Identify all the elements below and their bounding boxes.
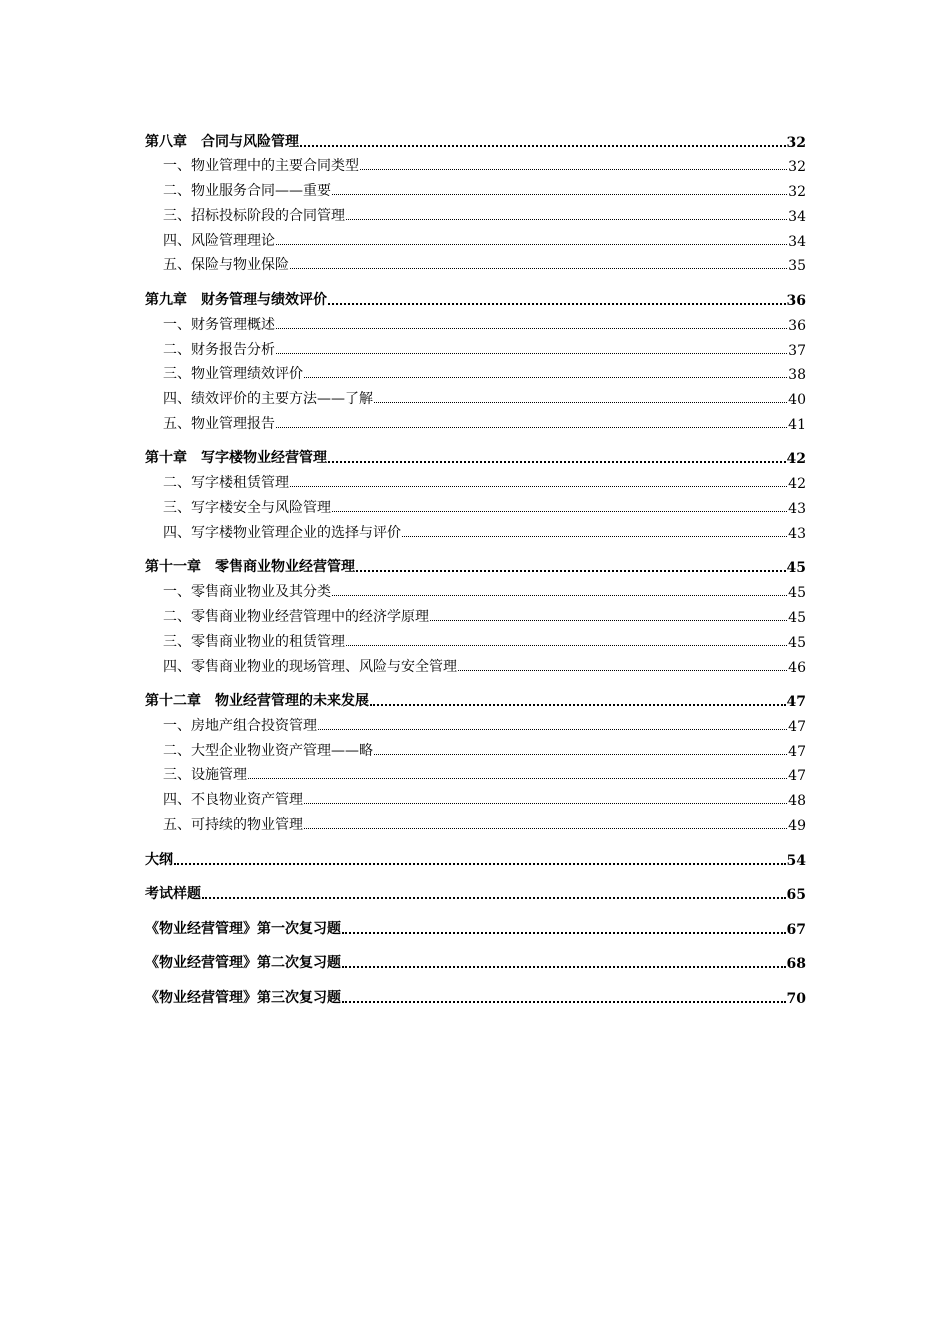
toc-section-entry[interactable] (145, 576, 806, 601)
toc-page-number: 47 (788, 768, 806, 785)
toc-section-entry[interactable] (145, 225, 806, 250)
dot-leader (290, 485, 787, 487)
toc-page-number: 49 (788, 818, 806, 835)
dot-leader (430, 619, 787, 621)
toc-section-entry[interactable] (145, 809, 806, 834)
dot-leader (304, 376, 787, 378)
toc-entry-title: 五、保险与物业保险 (163, 257, 289, 274)
toc-page-number: 43 (788, 501, 806, 518)
toc-section-entry[interactable] (145, 735, 806, 760)
dot-leader (328, 459, 786, 463)
toc-section-entry[interactable] (145, 492, 806, 517)
toc-section-entry[interactable] (145, 601, 806, 626)
toc-entry-title: 五、物业管理报告 (163, 415, 275, 432)
toc-section-entry[interactable] (145, 151, 806, 176)
toc-section-entry[interactable] (145, 651, 806, 676)
toc-entry-title: 一、物业管理中的主要合同类型 (163, 158, 359, 175)
dot-leader (276, 243, 787, 245)
toc-page-number: 68 (786, 956, 806, 973)
toc-section-entry[interactable] (145, 626, 806, 651)
toc-section-entry[interactable] (145, 760, 806, 785)
dot-leader (304, 802, 787, 804)
dot-leader (248, 777, 787, 779)
dot-leader (374, 753, 787, 755)
toc-entry-title: 三、零售商业物业的租赁管理 (163, 633, 345, 650)
toc-entry-title: 一、零售商业物业及其分类 (163, 584, 331, 601)
toc-chapter-entry[interactable] (145, 844, 806, 869)
toc-page-number: 65 (786, 887, 806, 904)
toc-page-number: 48 (788, 793, 806, 810)
dot-leader (202, 895, 786, 899)
toc-chapter-entry[interactable] (145, 948, 806, 973)
toc-entry-title: 三、招标投标阶段的合同管理 (163, 207, 345, 224)
toc-section-entry[interactable] (145, 175, 806, 200)
dot-leader (328, 301, 786, 305)
toc-page-number: 42 (788, 476, 806, 493)
toc-entry-title: 《物业经营管理》第一次复习题 (145, 920, 341, 937)
dot-leader (346, 644, 787, 646)
dot-leader (370, 702, 786, 706)
toc-section-entry[interactable] (145, 250, 806, 275)
toc-entry-title: 二、大型企业物业资产管理——略 (163, 742, 373, 759)
toc-page-number: 37 (788, 342, 806, 359)
toc-entry-title: 一、财务管理概述 (163, 316, 275, 333)
dot-leader (342, 964, 786, 968)
toc-section-entry[interactable] (145, 359, 806, 384)
toc-page-number: 32 (786, 134, 806, 151)
toc-page-number: 70 (786, 990, 806, 1007)
toc-entry-title: 考试样题 (145, 886, 201, 903)
toc-page-number: 47 (788, 718, 806, 735)
toc-chapter-entry[interactable] (145, 686, 806, 711)
toc-chapter-entry[interactable] (145, 284, 806, 309)
toc-entry-title: 二、物业服务合同——重要 (163, 183, 331, 200)
toc-page-number: 36 (786, 292, 806, 309)
toc-entry-title: 第十一章 零售商业物业经营管理 (145, 559, 355, 576)
toc-page-number: 43 (788, 525, 806, 542)
table-of-contents (145, 126, 806, 1007)
toc-section-entry[interactable] (145, 408, 806, 433)
toc-section-entry[interactable] (145, 710, 806, 735)
dot-leader (300, 143, 786, 147)
toc-chapter-entry[interactable] (145, 913, 806, 938)
toc-page-number: 67 (786, 921, 806, 938)
toc-page-number: 45 (786, 560, 806, 577)
toc-entry-title: 《物业经营管理》第三次复习题 (145, 989, 341, 1006)
toc-section-entry[interactable] (145, 784, 806, 809)
toc-entry-title: 五、可持续的物业管理 (163, 817, 303, 834)
toc-page-number: 45 (788, 585, 806, 602)
toc-chapter-entry[interactable] (145, 552, 806, 577)
dot-leader (360, 168, 787, 170)
toc-entry-title: 二、零售商业物业经营管理中的经济学原理 (163, 608, 429, 625)
toc-page-number: 46 (788, 659, 806, 676)
toc-entry-title: 第九章 财务管理与绩效评价 (145, 291, 327, 308)
toc-page-number: 32 (788, 159, 806, 176)
dot-leader (346, 218, 787, 220)
toc-entry-title: 四、风险管理理论 (163, 232, 275, 249)
dot-leader (332, 594, 787, 596)
toc-page-number: 34 (788, 208, 806, 225)
toc-chapter-entry[interactable] (145, 126, 806, 151)
toc-entry-title: 四、零售商业物业的现场管理、风险与安全管理 (163, 658, 457, 675)
toc-page-number: 35 (788, 258, 806, 275)
toc-chapter-entry[interactable] (145, 982, 806, 1007)
toc-page-number: 42 (786, 451, 806, 468)
toc-chapter-entry[interactable] (145, 879, 806, 904)
toc-chapter-entry[interactable] (145, 443, 806, 468)
toc-section-entry[interactable] (145, 334, 806, 359)
toc-entry-title: 四、写字楼物业管理企业的选择与评价 (163, 524, 401, 541)
toc-page-number: 45 (788, 634, 806, 651)
dot-leader (290, 267, 787, 269)
dot-leader (374, 401, 787, 403)
dot-leader (342, 999, 786, 1003)
toc-page-number: 32 (788, 184, 806, 201)
dot-leader (356, 568, 786, 572)
toc-page-number: 38 (788, 367, 806, 384)
dot-leader (174, 861, 786, 865)
toc-entry-title: 《物业经营管理》第二次复习题 (145, 955, 341, 972)
dot-leader (458, 669, 787, 671)
toc-page-number: 40 (788, 392, 806, 409)
toc-page-number: 45 (788, 609, 806, 626)
dot-leader (342, 930, 786, 934)
toc-entry-title: 四、不良物业资产管理 (163, 792, 303, 809)
toc-entry-title: 三、设施管理 (163, 767, 247, 784)
dot-leader (332, 510, 787, 512)
toc-page-number: 34 (788, 233, 806, 250)
toc-page-number: 47 (786, 694, 806, 711)
toc-entry-title: 大纲 (145, 851, 173, 868)
toc-section-entry[interactable] (145, 467, 806, 492)
toc-section-entry[interactable] (145, 383, 806, 408)
toc-section-entry[interactable] (145, 200, 806, 225)
dot-leader (402, 535, 787, 537)
dot-leader (318, 728, 787, 730)
toc-page-number: 54 (786, 852, 806, 869)
toc-page-number: 41 (788, 416, 806, 433)
toc-entry-title: 二、写字楼租赁管理 (163, 475, 289, 492)
dot-leader (276, 352, 787, 354)
toc-entry-title: 一、房地产组合投资管理 (163, 717, 317, 734)
toc-entry-title: 三、物业管理绩效评价 (163, 366, 303, 383)
toc-entry-title: 三、写字楼安全与风险管理 (163, 500, 331, 517)
dot-leader (304, 827, 787, 829)
toc-entry-title: 第八章 合同与风险管理 (145, 133, 299, 150)
toc-section-entry[interactable] (145, 517, 806, 542)
toc-entry-title: 二、财务报告分析 (163, 341, 275, 358)
toc-entry-title: 第十二章 物业经营管理的未来发展 (145, 693, 369, 710)
toc-entry-title: 第十章 写字楼物业经营管理 (145, 450, 327, 467)
dot-leader (276, 327, 787, 329)
dot-leader (276, 426, 787, 428)
toc-section-entry[interactable] (145, 309, 806, 334)
toc-page-number: 47 (788, 743, 806, 760)
toc-entry-title: 四、绩效评价的主要方法——了解 (163, 391, 373, 408)
toc-page-number: 36 (788, 317, 806, 334)
dot-leader (332, 193, 787, 195)
